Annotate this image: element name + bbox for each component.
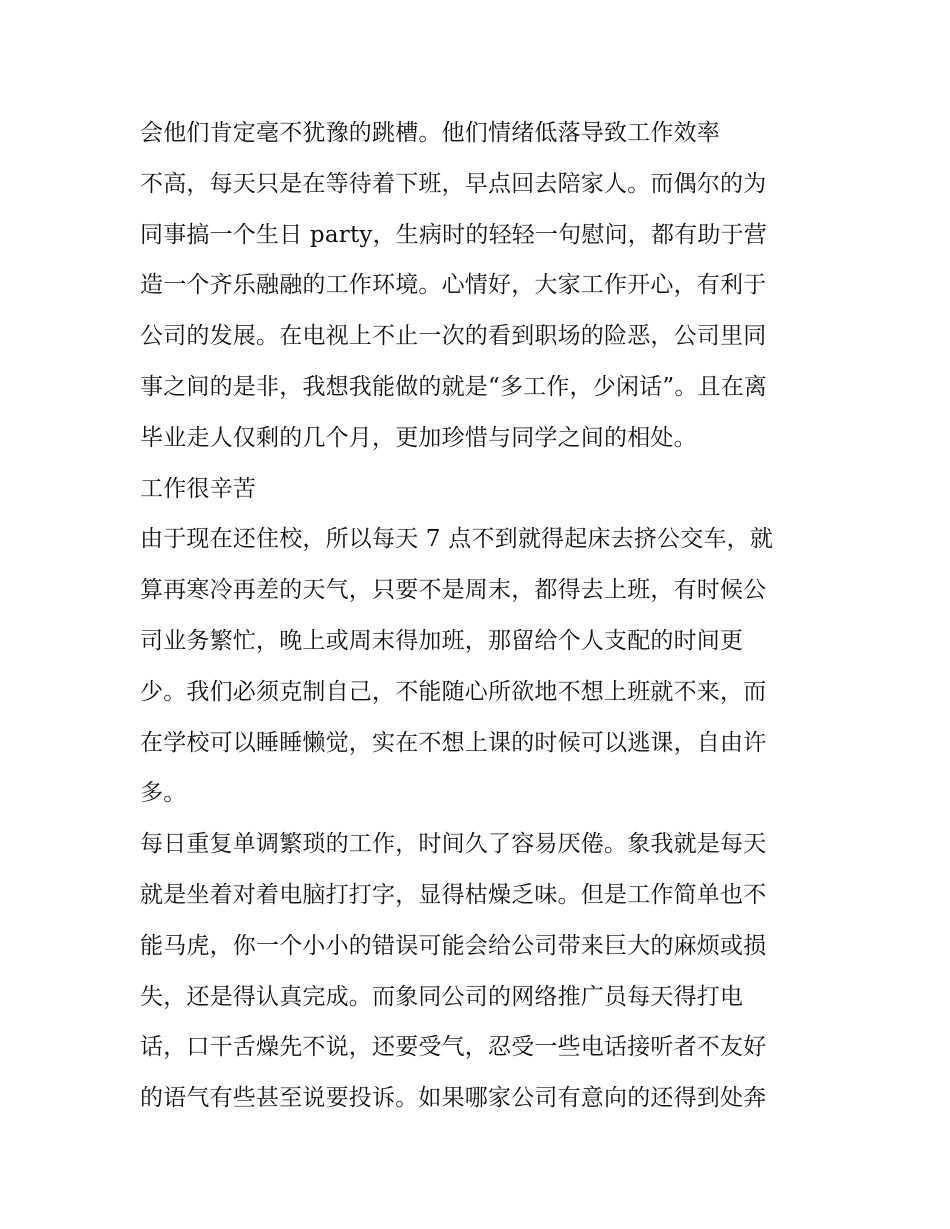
section-heading: 工作很辛苦	[140, 475, 256, 502]
text-line: 会他们肯定毫不犹豫的跳槽。他们情绪低落导致工作效率	[140, 120, 720, 146]
text-line: 事之间的是非，我想我能做的就是“多工作，少闲话”。且在离	[140, 373, 768, 400]
text-line: 同事搞一个生日 party，生病时的轻轻一句慰问，都有助于营	[140, 221, 767, 248]
text-line: 少。我们必须克制自己，不能随心所欲地不想上班就不来，而	[140, 678, 767, 705]
text-line: 话，口干舌燥先不说，还要受气，忍受一些电话接听者不友好	[140, 1034, 767, 1061]
text-line: 由于现在还住校，所以每天 7 点不到就得起床去挤公交车，就	[140, 526, 774, 553]
text-line: 算再寒冷再差的天气，只要不是周末，都得去上班，有时候公	[140, 577, 767, 604]
text-line: 造一个齐乐融融的工作环境。心情好，大家工作开心，有利于	[140, 272, 767, 299]
text-line: 在学校可以睡睡懒觉，实在不想上课的时候可以逃课，自由许	[140, 729, 767, 756]
text-line: 毕业走人仅剩的几个月，更加珍惜与同学之间的相处。	[140, 424, 697, 451]
body-text	[140, 108, 820, 1124]
text-line: 就是坐着对着电脑打打字，显得枯燥乏味。但是工作简单也不	[140, 881, 767, 908]
text-line: 公司的发展。在电视上不止一次的看到职场的险恶，公司里同	[140, 323, 767, 350]
text-line: 的语气有些甚至说要投诉。如果哪家公司有意向的还得到处奔	[140, 1085, 767, 1112]
text-line: 多。	[140, 780, 187, 807]
text-line: 不高，每天只是在等待着下班，早点回去陪家人。而偶尔的为	[140, 170, 767, 197]
text-line: 失，还是得认真完成。而象同公司的网络推广员每天得打电	[140, 983, 744, 1010]
text-line: 每日重复单调繁琐的工作，时间久了容易厌倦。象我就是每天	[140, 831, 767, 858]
text-line: 司业务繁忙，晚上或周末得加班，那留给个人支配的时间更	[140, 627, 744, 654]
text-line: 能马虎，你一个小小的错误可能会给公司带来巨大的麻烦或损	[140, 932, 767, 959]
